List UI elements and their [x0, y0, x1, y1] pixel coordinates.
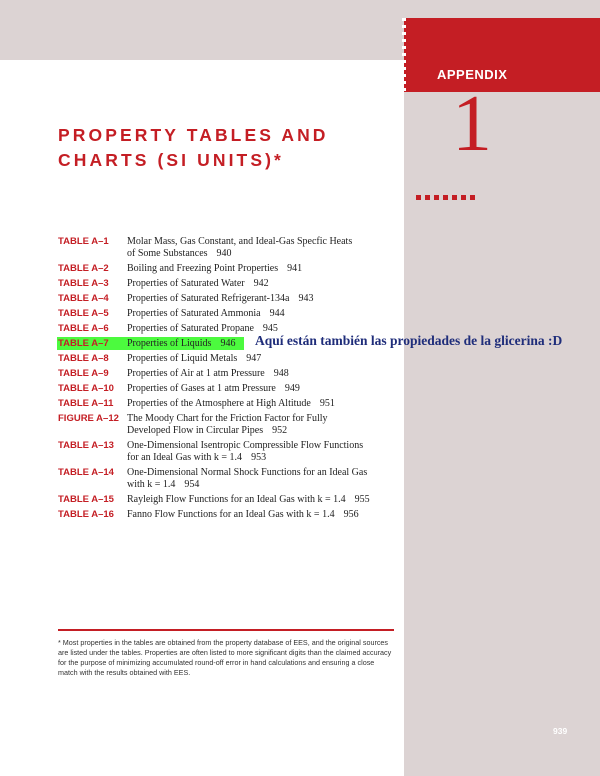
toc-entry[interactable]: [58, 236, 404, 260]
toc-entry-page: 946: [220, 338, 236, 349]
appendix-number: 1: [452, 80, 492, 168]
toc-entry-label: TABLE A–1: [58, 236, 109, 247]
toc-entry-label: TABLE A–14: [58, 467, 114, 478]
page-number: 939: [553, 726, 568, 736]
toc-entry[interactable]: [58, 278, 404, 290]
toc-entry-label: TABLE A–2: [58, 263, 109, 274]
toc-entry-highlighted[interactable]: [58, 333, 563, 350]
toc-entry-description: Molar Mass, Gas Constant, and Ideal-Gas Specfic Heats of Some Substances 940: [127, 236, 353, 259]
toc-entry-description: Properties of Saturated Water 942: [127, 278, 269, 289]
footnote: * Most properties in the tables are obtained from the property database of EES, and the original sources are listed under the tables. Properties are often listed to more significant digits than the claimed accuracy for the purpose of minimizing accumulated round-off error in hand calculations and ensuring a close match with the results obtained with EES.: [58, 638, 392, 677]
toc-entry[interactable]: [58, 308, 404, 320]
toc-entry-page: 955: [354, 494, 370, 505]
toc-entry[interactable]: [58, 263, 404, 275]
toc-entry-page: 940: [216, 248, 232, 259]
toc-entry[interactable]: [58, 509, 404, 521]
table-of-contents: [58, 236, 563, 524]
toc-entry-description: Properties of Saturated Refrigerant-134a 943: [127, 293, 314, 304]
toc-entry-label: TABLE A–13: [58, 440, 114, 451]
toc-entry-description: Properties of Saturated Propane 945: [127, 323, 278, 334]
toc-entry-label: TABLE A–5: [58, 308, 109, 319]
toc-entry-label: TABLE A–7: [58, 338, 109, 349]
toc-entry[interactable]: [58, 353, 404, 365]
toc-entry-page: 951: [319, 398, 335, 409]
handwritten-annotation: Aquí están también las propiedades de la glicerina :D: [255, 333, 563, 348]
toc-entry-description: Properties of Gases at 1 atm Pressure 949: [127, 383, 300, 394]
toc-entry-page: 953: [251, 452, 267, 463]
toc-entry-label: TABLE A–3: [58, 278, 109, 289]
toc-entry-description: Boiling and Freezing Point Properties 941: [127, 263, 303, 274]
toc-entry[interactable]: [58, 398, 404, 410]
toc-entry-description: Properties of Liquid Metals 947: [127, 353, 262, 364]
toc-entry-label: TABLE A–15: [58, 494, 114, 505]
toc-entry-page: 942: [253, 278, 269, 289]
toc-entry-description: Properties of the Atmosphere at High Altitude 951: [127, 398, 335, 409]
toc-entry-description: The Moody Chart for the Friction Factor for Fully Developed Flow in Circular Pipes 952: [127, 413, 328, 436]
toc-entry[interactable]: [58, 467, 404, 491]
toc-entry[interactable]: [58, 440, 404, 464]
appendix-sidebar-panel: [404, 18, 600, 776]
toc-entry-label: TABLE A–8: [58, 353, 109, 364]
toc-entry-description: Properties of Saturated Ammonia 944: [127, 308, 285, 319]
footnote-rule: [58, 629, 394, 631]
toc-entry-description: Properties of Air at 1 atm Pressure 948: [127, 368, 289, 379]
toc-entry-label: TABLE A–9: [58, 368, 109, 379]
toc-entry-description: Properties of Liquids 946: [127, 338, 236, 349]
toc-entry[interactable]: [58, 383, 404, 395]
toc-entry-description: One-Dimensional Isentropic Compressible Flow Functions for an Ideal Gas with k = 1.4 953: [127, 440, 364, 463]
toc-entry-page: 941: [287, 263, 303, 274]
toc-entry-page: 943: [298, 293, 314, 304]
toc-entry-label: TABLE A–11: [58, 398, 114, 409]
toc-entry[interactable]: [58, 293, 404, 305]
toc-entry-description: One-Dimensional Normal Shock Functions for an Ideal Gas with k = 1.4 954: [127, 467, 368, 490]
title-line-1: PROPERTY TABLES AND: [58, 125, 329, 145]
toc-entry[interactable]: [58, 413, 404, 437]
toc-entry-page: 948: [273, 368, 289, 379]
toc-entry-page: 954: [184, 479, 200, 490]
dotted-divider: [416, 195, 478, 200]
toc-entry-page: 949: [284, 383, 300, 394]
appendix-label: APPENDIX: [437, 67, 508, 82]
toc-entry-label: TABLE A–10: [58, 383, 114, 394]
toc-entry[interactable]: [58, 494, 404, 506]
toc-entry-label: TABLE A–4: [58, 293, 109, 304]
toc-entry[interactable]: [58, 368, 404, 380]
toc-entry-page: 945: [262, 323, 278, 334]
perforated-edge: [402, 18, 406, 92]
page-title: [58, 123, 329, 173]
toc-entry-page: 947: [246, 353, 262, 364]
toc-entry-page: 952: [272, 425, 288, 436]
title-line-2: CHARTS (SI UNITS)*: [58, 150, 284, 170]
toc-entry-description: Fanno Flow Functions for an Ideal Gas with k = 1.4 956: [127, 509, 359, 520]
toc-entry-description: Rayleigh Flow Functions for an Ideal Gas with k = 1.4 955: [127, 494, 370, 505]
toc-entry-label: TABLE A–16: [58, 509, 114, 520]
toc-entry-page: 956: [343, 509, 359, 520]
toc-entry-label: FIGURE A–12: [58, 413, 119, 424]
toc-entry-label: TABLE A–6: [58, 323, 109, 334]
toc-entry-page: 944: [269, 308, 285, 319]
